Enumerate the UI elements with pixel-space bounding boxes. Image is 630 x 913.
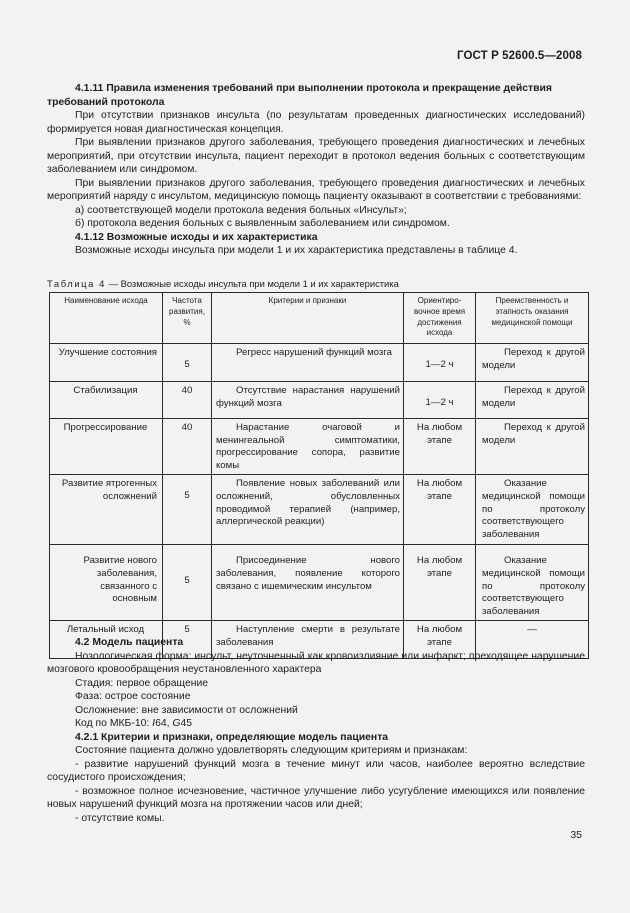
criteria-cell: Нарастание очаговой и менингеальной симптоматики, прогрессирование сопора, развитие комы <box>212 419 404 475</box>
section-4-1-11 <box>47 82 585 258</box>
outcomes-table <box>49 292 589 659</box>
list-item: б) протокола ведения больных с выявленным заболеванием или синдромом. <box>75 218 450 229</box>
table-caption <box>47 278 587 290</box>
section-heading: 4.1.12 Возможные исходы и их характеристика <box>75 231 318 243</box>
continuity-cell: Переход к другой модели <box>476 382 589 419</box>
continuity-cell: Переход к другой модели <box>476 419 589 475</box>
paragraph: При выявлении признаков другого заболевания, требующего проведения диагностических и лечебных мероприятий наряду с инсультом, медицинскую помощь пациенту оказывают в соответствии с требованиями: <box>47 177 585 202</box>
table-row <box>50 382 589 419</box>
section-heading: 4.2.1 Критерии и признаки, определяющие модель пациента <box>75 731 389 743</box>
time-cell: На любом этапе <box>404 475 476 545</box>
paragraph: Стадия: первое обращение <box>75 677 209 689</box>
time-cell: 1—2 ч <box>404 382 476 419</box>
paragraph: Состояние пациента должно удовлетворять следующим критериям и признакам: <box>75 745 468 756</box>
continuity-cell: Оказание медицинской помощи по протоколу соответствующего заболевания <box>476 545 589 621</box>
list-item: - отсутствие комы. <box>75 812 165 824</box>
criteria-cell: Отсутствие нарастания нарушений функций мозга <box>212 382 404 419</box>
outcome-cell: Прогрессирование <box>50 419 163 475</box>
table-row <box>50 475 589 545</box>
time-cell: На любом этапе <box>404 545 476 621</box>
frequency-cell: 5 <box>163 344 212 382</box>
criteria-cell: Присоединение нового заболевания, появление которого связано с ишемическим инсультом <box>212 545 404 621</box>
frequency-cell: 40 <box>163 419 212 475</box>
outcome-cell: Развитие ятрогенных осложнений <box>50 475 163 545</box>
header-cell: Критерии и признаки <box>212 293 404 344</box>
page-number: 35 <box>570 829 582 841</box>
list-item: - развитие нарушений функций мозга в течение минут или часов, наиболее вероятно вследствие сосудистого происхождения; <box>47 758 585 783</box>
header-cell: Наименование исхода <box>50 293 163 344</box>
table-row <box>50 344 589 382</box>
criteria-cell: Наступление смерти в результате заболевания <box>212 621 404 659</box>
continuity-cell: Переход к другой модели <box>476 344 589 382</box>
header-cell: Частота развития, % <box>163 293 212 344</box>
time-cell: На любом этапе <box>404 419 476 475</box>
header-cell: Ориентиро-вочное время достижения исхода <box>404 293 476 344</box>
table-header-row <box>50 293 589 344</box>
continuity-cell: — <box>476 621 589 659</box>
table-caption-label: Таблица 4 <box>47 278 106 289</box>
time-cell: На любом этапе <box>404 621 476 659</box>
section-4-2 <box>47 636 585 825</box>
icd-code-line: Код по МКБ-10: I64, G45 <box>75 718 193 729</box>
section-heading: 4.1.11 Правила изменения требований при выполнении протокола и прекращение действия <box>75 83 552 94</box>
paragraph: При отсутствии признаков инсульта (по результатам проведенных диагностических исследований) формируется новая диагностическая концепция. <box>47 110 585 135</box>
frequency-cell: 5 <box>163 475 212 545</box>
paragraph: При выявлении признаков другого заболевания, требующего проведения диагностических и лечебных мероприятий, при отсутствии инсульта, пациент переходит в протокол ведения больных с соответствующим заболеванием или синдромом. <box>47 137 585 175</box>
paragraph: Возможные исходы инсульта при модели 1 и их характеристика представлены в таблице 4. <box>75 245 518 256</box>
frequency-cell: 5 <box>163 545 212 621</box>
outcome-cell: Улучшение состояния <box>50 344 163 382</box>
list-item: а) соответствующей модели протокола ведения больных «Инсульт»; <box>75 204 407 216</box>
table-row <box>50 419 589 475</box>
paragraph: Осложнение: вне зависимости от осложнений <box>75 704 298 716</box>
outcome-cell: Стабилизация <box>50 382 163 419</box>
table-row <box>50 545 589 621</box>
paragraph: Нозологическая форма: инсульт, неуточненный как кровоизлияние или инфаркт; преходящее нарушение мозгового кровообращения неустановленного характера <box>47 650 585 675</box>
outcome-cell: Развитие нового заболевания, связанного с основным <box>50 545 163 621</box>
criteria-cell: Регресс нарушений функций мозга <box>212 344 404 382</box>
outcome-cell: Летальный исход <box>50 621 163 659</box>
paragraph: Фаза: острое состояние <box>75 691 191 702</box>
frequency-cell: 40 <box>163 382 212 419</box>
section-heading: 4.2 Модель пациента <box>75 637 184 648</box>
frequency-cell: 5 <box>163 621 212 659</box>
table-caption-text: — Возможные исходы инсульта при модели 1 и их характеристика <box>105 278 399 289</box>
header-cell: Преемственность и этапность оказания медицинской помощи <box>476 293 589 344</box>
criteria-cell: Появление новых заболеваний или осложнений, обусловленных проводимой терапией (например, аллергической реакции) <box>212 475 404 545</box>
document-header: ГОСТ Р 52600.5—2008 <box>457 50 582 62</box>
section-heading-cont: требований протокола <box>47 96 165 108</box>
list-item: - возможное полное исчезновение, частичное улучшение либо усугубление имеющихся или появление новых нарушений функций мозга на протяжении часов или дней; <box>47 785 585 810</box>
continuity-cell: Оказание медицинской помощи по протоколу соответствующего заболевания <box>476 475 589 545</box>
time-cell: 1—2 ч <box>404 344 476 382</box>
